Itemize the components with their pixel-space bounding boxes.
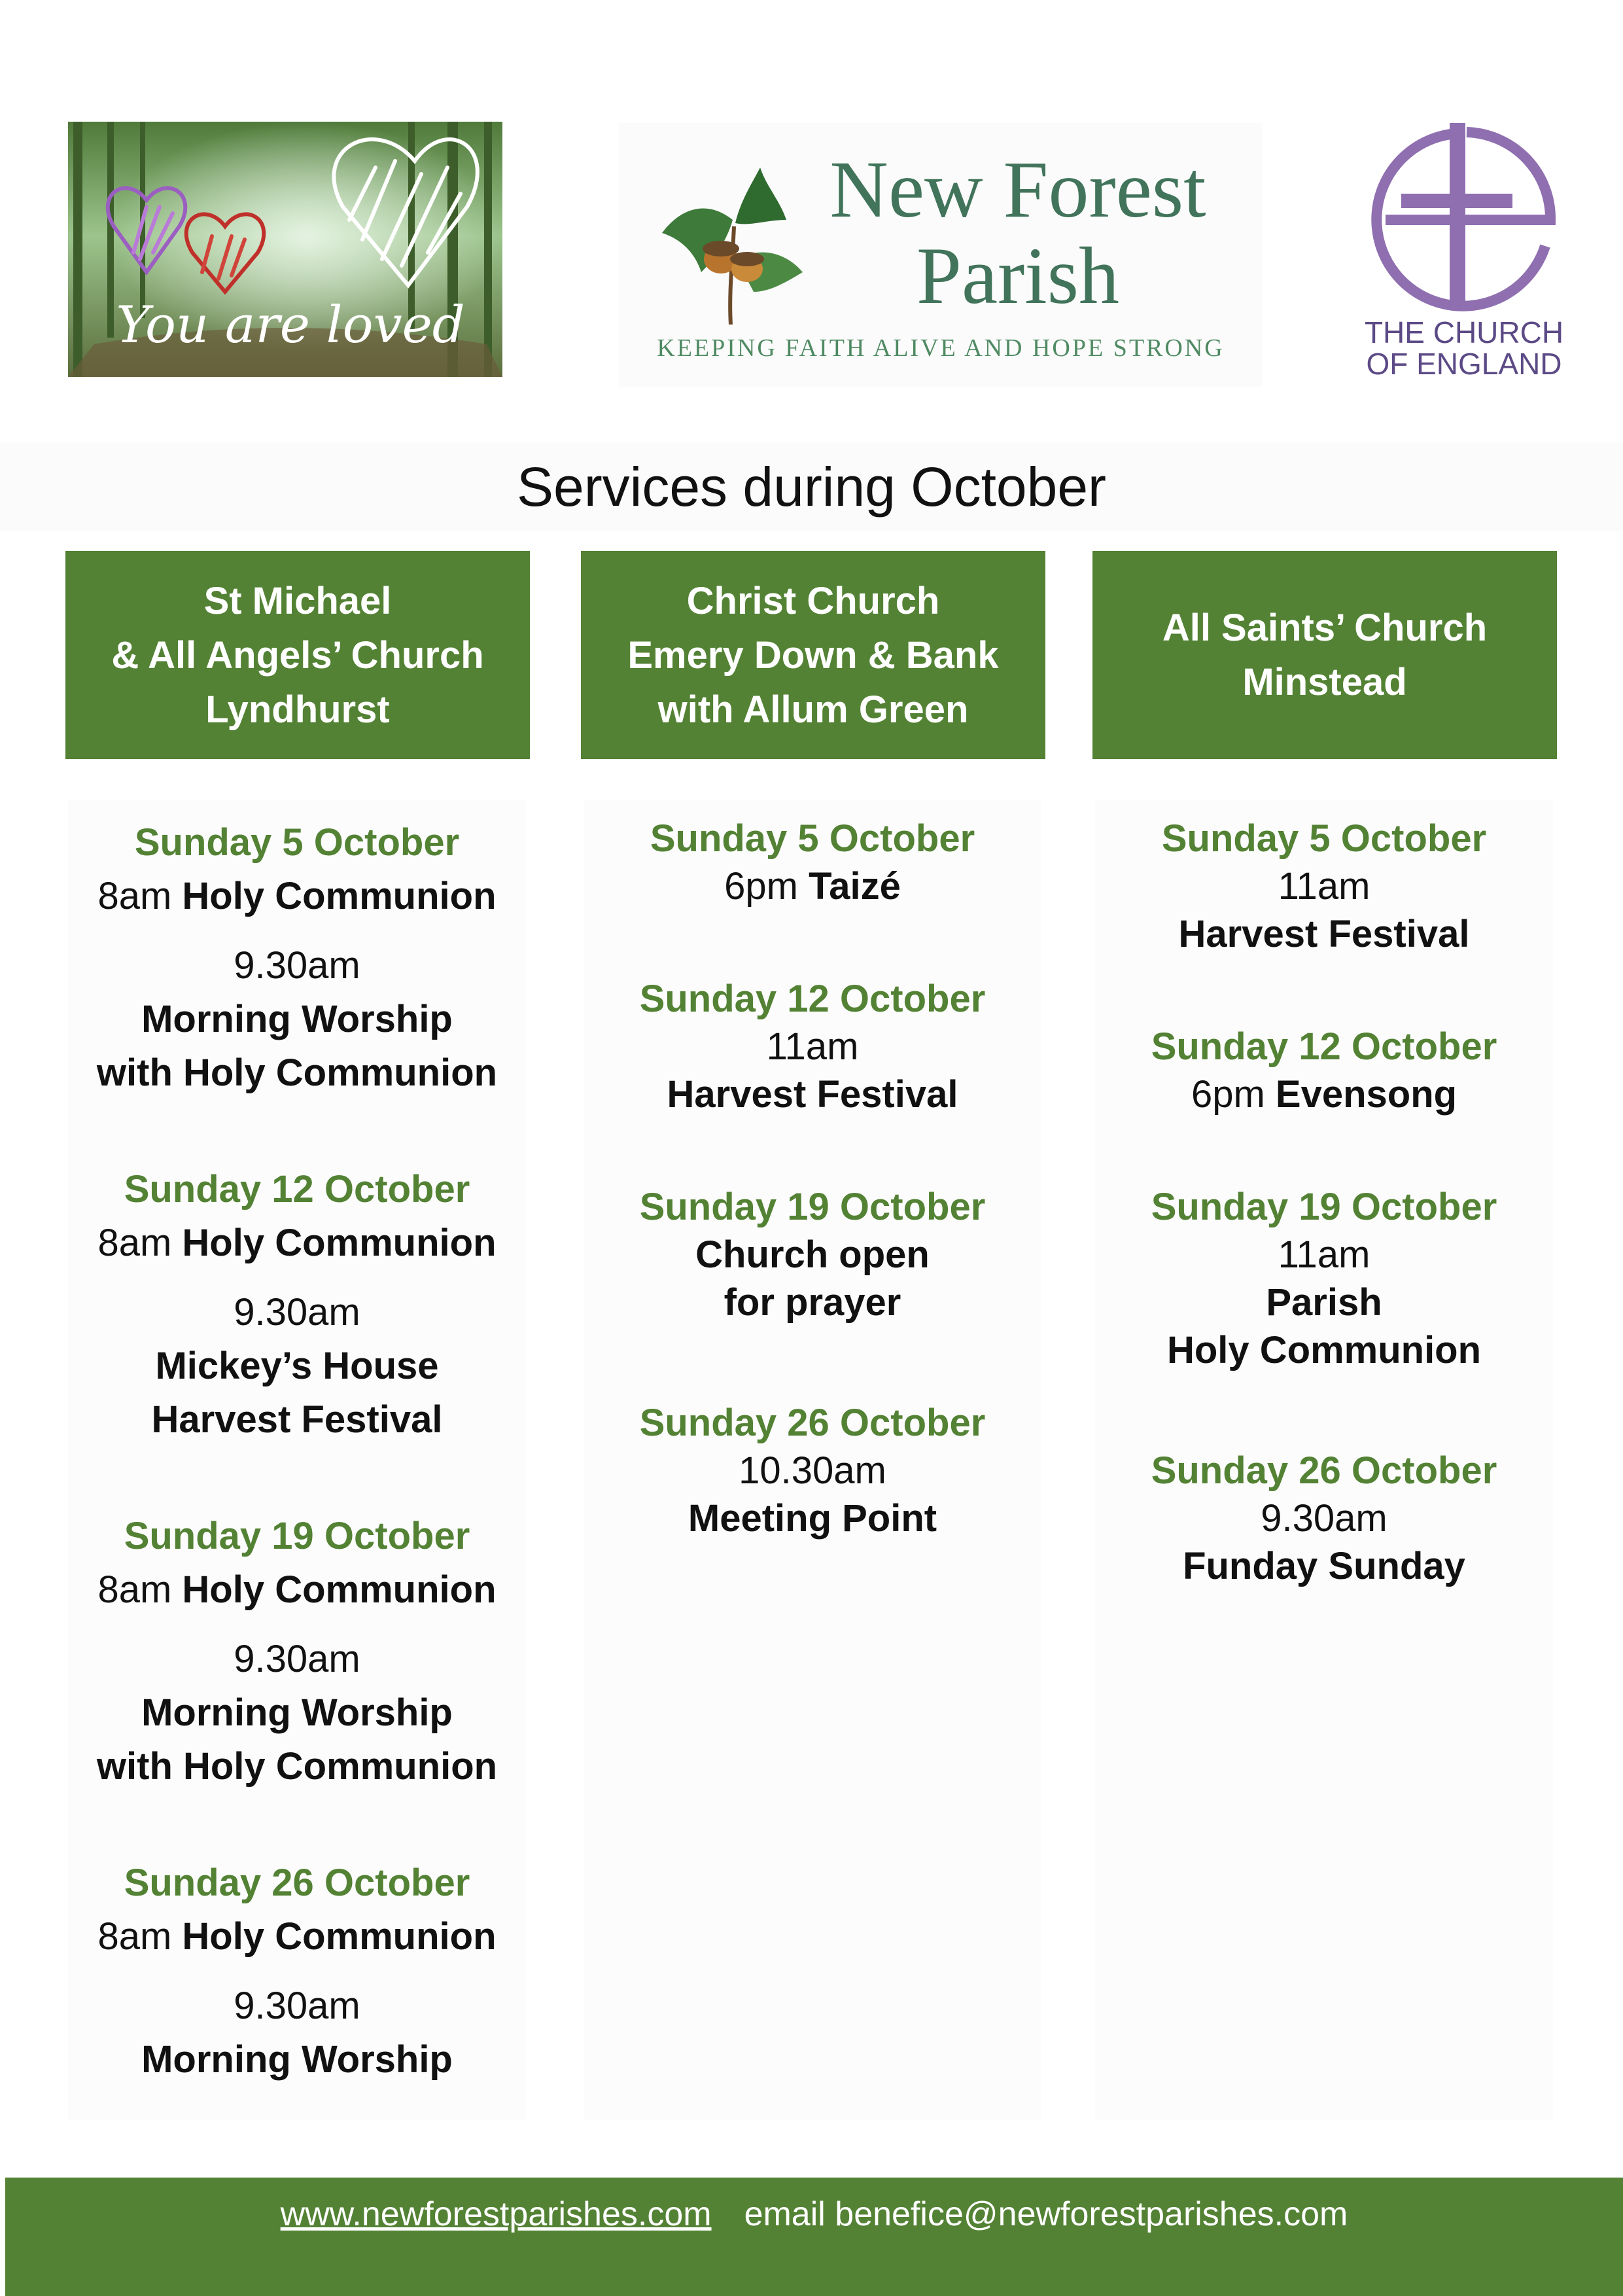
service-time: 9.30am xyxy=(234,1985,360,2027)
service-name: Taizé xyxy=(809,865,901,908)
service-name: for prayer xyxy=(724,1281,901,1324)
parish-name-line2: Parish xyxy=(916,231,1119,321)
church-name-line: & All Angels’ Church xyxy=(111,633,484,677)
service-time: 6pm xyxy=(1191,1073,1265,1116)
you-are-loved-image xyxy=(68,122,502,377)
service-time: 11am xyxy=(1278,865,1370,908)
parish-tagline: KEEPING FAITH ALIVE AND HOPE STRONG xyxy=(657,334,1225,362)
service-date: Sunday 5 October xyxy=(1161,817,1487,860)
service-time: 6pm xyxy=(724,865,798,908)
service-name: Harvest Festival xyxy=(667,1073,958,1116)
service-date: Sunday 19 October xyxy=(124,1515,470,1557)
service-time: 8am xyxy=(97,1915,172,1958)
church-of-england-logo xyxy=(1359,115,1569,385)
service-name: Funday Sunday xyxy=(1183,1545,1465,1587)
coe-text-line1: THE CHURCH xyxy=(1364,315,1564,349)
service-time: 8am xyxy=(97,875,172,917)
service-time: 8am xyxy=(97,1222,172,1264)
service-name: Morning Worship xyxy=(141,2038,453,2081)
service-name: Morning Worship xyxy=(141,998,453,1040)
service-time: 11am xyxy=(1278,1233,1370,1276)
parish-logo xyxy=(619,123,1263,387)
service-line xyxy=(68,1913,526,1960)
church-header-all-saints xyxy=(1092,551,1557,759)
services-column-st-michael xyxy=(68,800,526,2120)
church-name-line: Emery Down & Bank xyxy=(627,633,999,677)
service-date: Sunday 26 October xyxy=(1151,1449,1497,1492)
service-date: Sunday 5 October xyxy=(134,821,460,864)
service-line xyxy=(68,1220,526,1267)
church-name-line: St Michael xyxy=(203,579,392,622)
church-name-line: Christ Church xyxy=(686,579,940,622)
service-name: Holy Communion xyxy=(1166,1329,1482,1371)
coe-text-line2: OF ENGLAND xyxy=(1366,347,1562,381)
service-line xyxy=(584,863,1041,910)
church-name-line: All Saints’ Church xyxy=(1162,607,1488,649)
service-date: Sunday 19 October xyxy=(1151,1186,1497,1228)
page-title: Services during October xyxy=(516,456,1107,518)
service-time: 9.30am xyxy=(1261,1497,1387,1540)
service-name: Evensong xyxy=(1275,1073,1457,1116)
service-date: Sunday 19 October xyxy=(639,1186,986,1228)
services-column-christ-church xyxy=(584,800,1041,2120)
church-name-line: Minstead xyxy=(1242,661,1407,703)
service-date: Sunday 26 October xyxy=(124,1862,470,1904)
service-name: Parish xyxy=(1266,1281,1382,1324)
parish-name-line1: New Forest xyxy=(829,145,1206,234)
service-name: Holy Communion xyxy=(182,1915,497,1958)
service-name: Mickey’s House xyxy=(155,1345,439,1387)
footer-email: email benefice@newforestparishes.com xyxy=(744,2195,1348,2233)
service-name: Harvest Festival xyxy=(1178,913,1470,955)
service-name: Holy Communion xyxy=(182,1222,497,1264)
service-date: Sunday 5 October xyxy=(650,817,975,860)
service-date: Sunday 12 October xyxy=(1151,1025,1497,1068)
service-name: Harvest Festival xyxy=(151,1398,443,1441)
services-column-all-saints xyxy=(1095,800,1553,2120)
service-time: 10.30am xyxy=(739,1449,886,1492)
church-of-england-emblem-icon xyxy=(1359,115,1569,311)
service-time: 8am xyxy=(97,1568,172,1611)
service-time: 9.30am xyxy=(234,944,360,987)
church-header-christ-church xyxy=(581,551,1045,759)
service-line xyxy=(1095,1071,1553,1118)
service-line xyxy=(68,1566,526,1614)
service-name: Morning Worship xyxy=(141,1691,453,1734)
service-line xyxy=(68,873,526,920)
you-are-loved-caption: You are loved xyxy=(116,296,465,355)
service-name: Holy Communion xyxy=(182,875,497,917)
service-name: Meeting Point xyxy=(688,1497,937,1540)
service-name: with Holy Communion xyxy=(96,1745,498,1788)
service-date: Sunday 26 October xyxy=(639,1402,986,1444)
church-name-line: Lyndhurst xyxy=(205,688,390,731)
service-name: Holy Communion xyxy=(182,1568,497,1611)
church-header-st-michael xyxy=(65,551,530,759)
service-time: 11am xyxy=(766,1025,859,1068)
service-date: Sunday 12 October xyxy=(639,978,986,1020)
footer xyxy=(5,2178,1623,2296)
service-name: Church open xyxy=(695,1233,930,1276)
website-link[interactable]: www.newforestparishes.com xyxy=(280,2195,712,2233)
church-name-line: with Allum Green xyxy=(657,688,969,731)
service-time: 9.30am xyxy=(234,1291,360,1333)
service-time: 9.30am xyxy=(234,1638,360,1680)
service-date: Sunday 12 October xyxy=(124,1168,470,1210)
service-name: with Holy Communion xyxy=(96,1051,498,1094)
